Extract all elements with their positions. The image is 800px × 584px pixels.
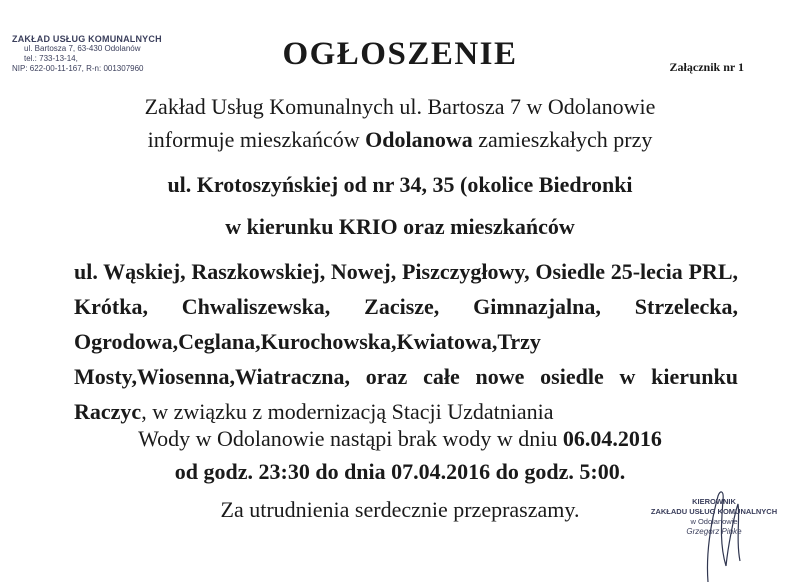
streets-list: ul. Wąskiej, Raszkowskiej, Nowej, Piszczygłowy, Osiedle 25-lecia PRL, Krótka, Chwaliszewska, Zacisze, Gimnazjalna, Strzelecka, Ogrodowa,Ceglana,Kurochowska,Kwiatowa,Trzy Mosty,Wiosenna,Wiatraczna, oraz całe nowe osiedle w kierunku Raczyc xyxy=(74,259,738,424)
page-title: OGŁOSZENIE xyxy=(282,36,518,72)
stamp-ids: NIP: 622-00-11-167, R-n: 001307960 xyxy=(12,64,144,73)
town-name: Odolanowa xyxy=(365,127,473,152)
intro-line-2-start: informuje mieszkańców xyxy=(147,127,366,152)
intro-line-2-end: zamieszkałych przy xyxy=(472,127,653,152)
stamp-address: ul. Bartosza 7, 63-430 Odolanów xyxy=(24,44,141,53)
signature-org: ZAKŁADU USŁUG KOMUNALNYCH xyxy=(650,507,778,516)
signature-name: Grzegorz Pinke xyxy=(686,527,742,536)
streets-paragraph xyxy=(74,254,738,429)
direction-line: w kierunku KRIO oraz mieszkańców xyxy=(225,214,575,239)
street-line: ul. Krotoszyńskiej od nr 34, 35 (okolice Biedronki xyxy=(167,172,633,197)
stamp-company-name: ZAKŁAD USŁUG KOMUNALNYCH xyxy=(12,34,162,44)
water-line xyxy=(40,422,760,455)
signature-stamp xyxy=(634,497,794,537)
annex-label: Załącznik nr 1 xyxy=(669,60,744,74)
signature-place: w Odolanowie xyxy=(690,517,738,526)
outage-time: od godz. 23:30 do dnia 07.04.2016 do godz. 5:00. xyxy=(174,459,626,484)
apology-text: Za utrudnienia serdecznie przepraszamy. xyxy=(220,497,580,522)
intro-paragraph xyxy=(60,90,740,156)
intro-line-2 xyxy=(60,123,740,156)
outage-date: 06.04.2016 xyxy=(562,426,662,451)
intro-line-1: Zakład Usług Komunalnych ul. Bartosza 7 w Odolanowie xyxy=(144,94,656,119)
stamp-phone: tel.: 733-13-14, xyxy=(24,54,78,63)
outage-details xyxy=(40,422,760,488)
water-line-start: Wody w Odolanowie nastąpi brak wody w dniu xyxy=(138,426,563,451)
time-line xyxy=(40,455,760,488)
signature-role: KIEROWNIK xyxy=(692,497,736,506)
reason-text: , w związku z modernizacją Stacji Uzdatniania xyxy=(141,399,554,424)
